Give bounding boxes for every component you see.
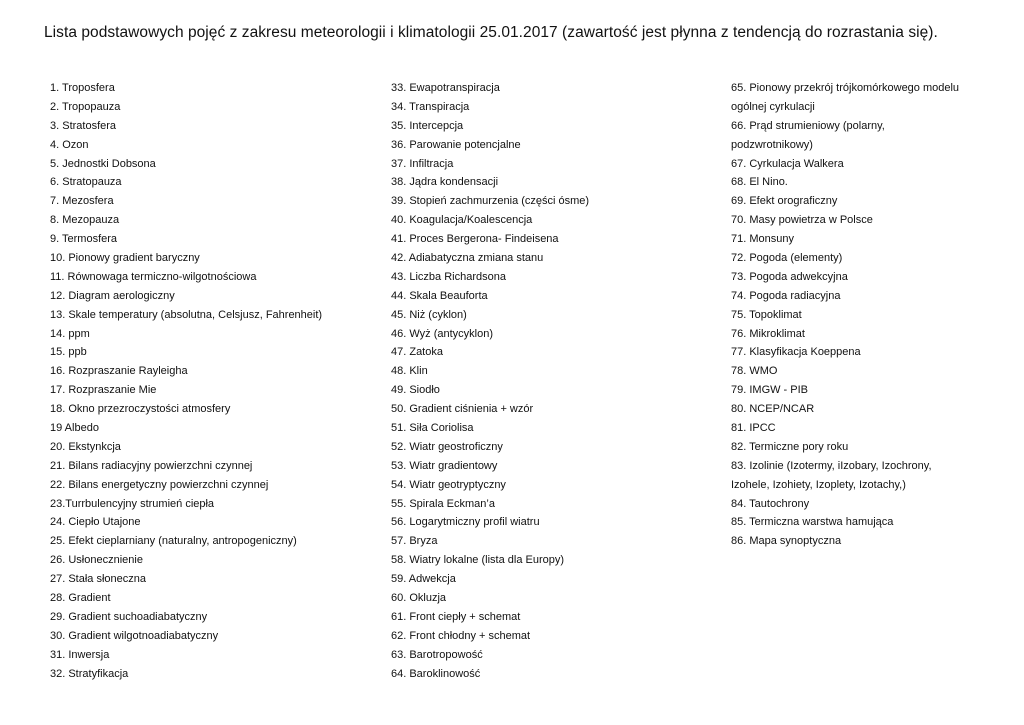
term-list-item: 67. Cyrkulacja Walkera	[731, 157, 844, 170]
term-list-item: 5. Jednostki Dobsona	[50, 157, 156, 170]
term-list-item: 24. Ciepło Utajone	[50, 516, 141, 529]
term-list-item: 29. Gradient suchoadiabatyczny	[50, 610, 208, 623]
term-list-item: 26. Usłonecznienie	[50, 554, 143, 567]
term-list-item: 73. Pogoda adwekcyjna	[731, 270, 848, 283]
term-list-item: 40. Koagulacja/Koalescencja	[391, 214, 533, 227]
term-list-item: 76. Mikroklimat	[731, 327, 805, 340]
term-list-item: 44. Skala Beauforta	[391, 289, 488, 302]
term-list-item: 49. Siodło	[391, 384, 440, 397]
term-list-item: 2. Tropopauza	[50, 100, 121, 113]
term-list-item: 16. Rozpraszanie Rayleigha	[50, 365, 188, 378]
term-list-item: 86. Mapa synoptyczna	[731, 535, 842, 548]
term-list-item: 64. Baroklinowość	[391, 667, 481, 680]
term-list-item: 63. Barotropowość	[391, 648, 483, 661]
term-list-item: 17. Rozpraszanie Mie	[50, 384, 157, 397]
term-list-item: 58. Wiatry lokalne (lista dla Europy)	[391, 554, 565, 567]
term-list-item: 18. Okno przezroczystości atmosfery	[50, 403, 231, 416]
term-list-item: 4. Ozon	[50, 138, 89, 151]
term-list-item: 48. Klin	[391, 365, 428, 378]
term-list-item: 11. Równowaga termiczno-wilgotnościowa	[50, 270, 257, 283]
term-list-item: 61. Front ciepły + schemat	[391, 610, 521, 623]
term-list-item: 74. Pogoda radiacyjna	[731, 289, 841, 302]
term-list-item: 59. Adwekcja	[391, 573, 456, 586]
page-title: Lista podstawowych pojęć z zakresu meteorologii i klimatologii 25.01.2017 (zawartość jest płynna z tendencją do rozrastania się).	[44, 24, 938, 41]
term-list-item: 75. Topoklimat	[731, 308, 802, 321]
term-list-item: 83. Izolinie (Izotermy, iIzobary, Izochrony,	[731, 459, 932, 472]
term-list-item: 43. Liczba Richardsona	[391, 270, 506, 283]
term-list-item: 3. Stratosfera	[50, 119, 117, 132]
term-list-item: 34. Transpiracja	[391, 100, 470, 113]
term-list-item: 33. Ewapotranspiracja	[391, 82, 500, 94]
term-list-item: 22. Bilans energetyczny powierzchni czynnej	[50, 478, 269, 491]
term-list-item: 56. Logarytmiczny profil wiatru	[391, 516, 540, 529]
term-list-item: 68. El Nino.	[731, 176, 788, 189]
term-list-item: 36. Parowanie potencjalne	[391, 138, 521, 151]
term-list-item: 35. Intercepcja	[391, 119, 464, 132]
term-list-item: 15. ppb	[50, 346, 87, 359]
terms-column-3	[731, 79, 959, 551]
term-list-item: 31. Inwersja	[50, 648, 110, 661]
term-list-item: 10. Pionowy gradient baryczny	[50, 252, 200, 265]
term-list-item: Izohele, Izohiety, Izoplety, Izotachy,)	[731, 478, 906, 491]
term-list-item: 14. ppm	[50, 327, 90, 340]
term-list-item: 23.Turrbulencyjny strumień ciepła	[50, 497, 215, 510]
term-list-item: 81. IPCC	[731, 422, 776, 435]
term-list-item: 78. WMO	[731, 365, 778, 378]
terms-column-1	[50, 79, 322, 684]
term-list-item: 69. Efekt orograficzny	[731, 195, 838, 208]
term-list-item: 72. Pogoda (elementy)	[731, 252, 843, 265]
term-list-item: 38. Jądra kondensacji	[391, 176, 499, 189]
term-list-item: 80. NCEP/NCAR	[731, 403, 815, 416]
term-list-item: 77. Klasyfikacja Koeppena	[731, 346, 861, 359]
term-list-item: 66. Prąd strumieniowy (polarny,	[731, 119, 885, 132]
term-list-item: 7. Mezosfera	[50, 195, 114, 208]
term-list-item: 47. Zatoka	[391, 346, 443, 359]
term-list-item: ogólnej cyrkulacji	[731, 100, 815, 113]
term-list-item: 51. Siła Coriolisa	[391, 422, 474, 435]
term-list-item: 42. Adiabatyczna zmiana stanu	[391, 252, 544, 265]
term-list-item: 54. Wiatr geotryptyczny	[391, 478, 506, 491]
term-list-item: 13. Skale temperatury (absolutna, Celsjusz, Fahrenheit)	[50, 308, 323, 321]
term-list-item: 84. Tautochrony	[731, 497, 810, 510]
term-list-item: 9. Termosfera	[50, 233, 118, 246]
term-list-item: 79. IMGW - PIB	[731, 384, 809, 397]
term-list-item: 28. Gradient	[50, 592, 111, 605]
term-list-item: 71. Monsuny	[731, 233, 794, 246]
terms-column-2	[391, 79, 589, 684]
term-list-item: 1. Troposfera	[50, 82, 115, 94]
term-list-item: 32. Stratyfikacja	[50, 667, 129, 680]
term-list-item: 37. Infiltracja	[391, 157, 454, 170]
term-list-item: podzwrotnikowy)	[731, 138, 813, 151]
term-list-item: 62. Front chłodny + schemat	[391, 629, 531, 642]
term-list-item: 27. Stała słoneczna	[50, 573, 147, 586]
term-list-item: 41. Proces Bergerona- Findeisena	[391, 233, 559, 246]
term-list-item: 21. Bilans radiacyjny powierzchni czynnej	[50, 459, 253, 472]
term-list-item: 20. Ekstynkcja	[50, 440, 121, 453]
term-list-item: 55. Spirala Eckman’a	[391, 497, 495, 510]
term-list-item: 70. Masy powietrza w Polsce	[731, 214, 873, 227]
term-list-item: 53. Wiatr gradientowy	[391, 459, 498, 472]
term-list-item: 46. Wyż (antycyklon)	[391, 327, 493, 340]
term-list-item: 60. Okluzja	[391, 592, 447, 605]
term-list-item: 57. Bryza	[391, 535, 438, 548]
term-list-item: 45. Niż (cyklon)	[391, 308, 467, 321]
term-list-item: 6. Stratopauza	[50, 176, 122, 189]
term-list-item: 65. Pionowy przekrój trójkomórkowego modelu	[731, 82, 960, 94]
term-list-item: 25. Efekt cieplarniany (naturalny, antropogeniczny)	[50, 535, 297, 548]
term-list-item: 12. Diagram aerologiczny	[50, 289, 175, 302]
term-list-item: 85. Termiczna warstwa hamująca	[731, 516, 894, 529]
term-list-item: 52. Wiatr geostroficzny	[391, 440, 503, 453]
term-list-item: 82. Termiczne pory roku	[731, 440, 849, 453]
term-list-item: 39. Stopień zachmurzenia (części ósme)	[391, 195, 590, 208]
term-list-item: 30. Gradient wilgotnoadiabatyczny	[50, 629, 219, 642]
term-list-item: 8. Mezopauza	[50, 214, 120, 227]
term-list-item: 50. Gradient ciśnienia + wzór	[391, 403, 534, 416]
term-list-item: 19 Albedo	[50, 422, 99, 435]
